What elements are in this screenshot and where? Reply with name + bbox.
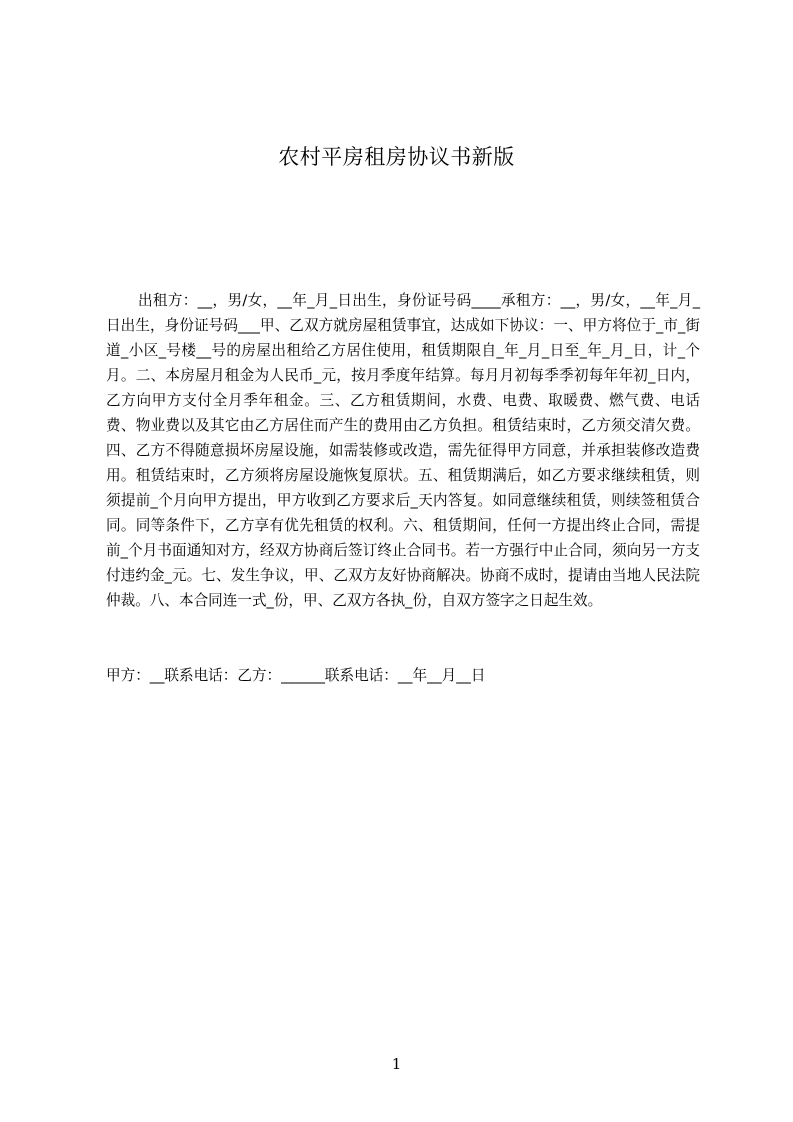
agreement-body: 出租方：__，男/女，__年_月_日出生，身份证号码____承租方：__，男/女，__年_月_日出生，身份证号码___甲、乙双方就房屋租赁事宜，达成如下协议：一、甲方将位于_市_街道_小区_号楼__号的房屋出租给乙方居住使用，租赁期限自_年_月_日至_年_月_日，计_个月。二、本房屋月租金为人民币_元，按月季度年结算。每月月初每季季初每年年初_日内，乙方向甲方支付全月季年租金。三、乙方租赁期间，水费、电费、取暖费、燃气费、电话费、物业费以及其它由乙方居住而产生的费用由乙方负担。租赁结束时，乙方须交清欠费。四、乙方不得随意损坏房屋设施，如需装修或改造，需先征得甲方同意，并承担装修改造费用。租赁结束时，乙方须将房屋设施恢复原状。五、租赁期满后，如乙方要求继续租赁，则须提前_个月向甲方提出，甲方收到乙方要求后_天内答复。如同意继续租赁，则续签租赁合同。同等条件下，乙方享有优先租赁的权利。六、租赁期间，任何一方提出终止合同，需提前_个月书面通知对方，经双方协商后签订终止合同书。若一方强行中止合同，须向另一方支付违约金_元。七、发生争议，甲、乙双方友好协商解决。协商不成时，提请由当地人民法院仲裁。八、本合同连一式_份，甲、乙双方各执_份，自双方签字之日起生效。	[106, 292, 700, 609]
document-title: 农村平房租房协议书新版	[278, 145, 515, 169]
page-number: 1	[391, 1055, 402, 1073]
signature-line: 甲方：__联系电话：乙方：______联系电话：__年__月__日	[106, 667, 486, 684]
